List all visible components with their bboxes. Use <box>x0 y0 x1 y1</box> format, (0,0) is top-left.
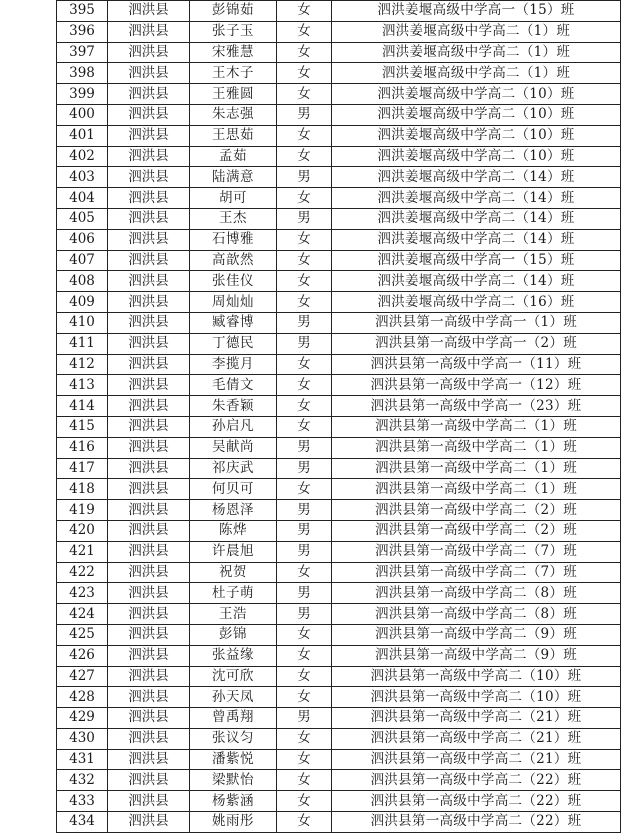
student-name: 王思茹 <box>190 125 277 146</box>
table-row <box>57 687 621 708</box>
table-row <box>57 791 621 812</box>
gender-cell: 男 <box>277 520 332 541</box>
student-name: 梁默怡 <box>190 770 277 791</box>
county-cell: 泗洪县 <box>108 479 190 500</box>
row-number: 423 <box>57 583 108 604</box>
student-name: 杨恩泽 <box>190 500 277 521</box>
table-row <box>57 583 621 604</box>
student-name: 王浩 <box>190 604 277 625</box>
gender-cell: 女 <box>277 271 332 292</box>
county-cell: 泗洪县 <box>108 770 190 791</box>
school-class-cell: 泗洪县第一高级中学高一（1）班 <box>332 312 621 333</box>
table-row <box>57 770 621 791</box>
row-number: 403 <box>57 167 108 188</box>
gender-cell: 女 <box>277 125 332 146</box>
row-number: 415 <box>57 416 108 437</box>
county-cell: 泗洪县 <box>108 104 190 125</box>
row-number: 411 <box>57 333 108 354</box>
student-name: 王雅圆 <box>190 84 277 105</box>
county-cell: 泗洪县 <box>108 604 190 625</box>
county-cell: 泗洪县 <box>108 437 190 458</box>
row-number: 433 <box>57 791 108 812</box>
row-number: 430 <box>57 728 108 749</box>
row-number: 421 <box>57 541 108 562</box>
school-class-cell: 泗洪县第一高级中学高二（2）班 <box>332 520 621 541</box>
row-number: 407 <box>57 250 108 271</box>
row-number: 427 <box>57 666 108 687</box>
county-cell: 泗洪县 <box>108 541 190 562</box>
county-cell: 泗洪县 <box>108 583 190 604</box>
county-cell: 泗洪县 <box>108 21 190 42</box>
gender-cell: 女 <box>277 1 332 22</box>
gender-cell: 男 <box>277 208 332 229</box>
table-row <box>57 333 621 354</box>
gender-cell: 男 <box>277 708 332 729</box>
school-class-cell: 泗洪姜堰高级中学高一（15）班 <box>332 1 621 22</box>
table-row <box>57 479 621 500</box>
row-number: 398 <box>57 63 108 84</box>
school-class-cell: 泗洪姜堰高级中学高二（1）班 <box>332 42 621 63</box>
row-number: 434 <box>57 812 108 833</box>
table-row <box>57 728 621 749</box>
student-name: 彭锦茹 <box>190 1 277 22</box>
gender-cell: 男 <box>277 437 332 458</box>
school-class-cell: 泗洪县第一高级中学高二（21）班 <box>332 749 621 770</box>
table-row <box>57 416 621 437</box>
student-name: 石博雅 <box>190 229 277 250</box>
row-number: 429 <box>57 708 108 729</box>
student-name: 周灿灿 <box>190 292 277 313</box>
student-name: 孙天凤 <box>190 687 277 708</box>
table-row <box>57 271 621 292</box>
gender-cell: 男 <box>277 541 332 562</box>
student-name: 孙启凡 <box>190 416 277 437</box>
school-class-cell: 泗洪县第一高级中学高二（22）班 <box>332 812 621 833</box>
gender-cell: 女 <box>277 396 332 417</box>
row-number: 404 <box>57 188 108 209</box>
table-row <box>57 63 621 84</box>
student-name: 潘紫悦 <box>190 749 277 770</box>
table-row <box>57 437 621 458</box>
row-number: 420 <box>57 520 108 541</box>
county-cell: 泗洪县 <box>108 416 190 437</box>
county-cell: 泗洪县 <box>108 208 190 229</box>
gender-cell: 男 <box>277 333 332 354</box>
student-name: 宋雅慧 <box>190 42 277 63</box>
row-number: 426 <box>57 645 108 666</box>
school-class-cell: 泗洪姜堰高级中学高二（14）班 <box>332 188 621 209</box>
row-number: 431 <box>57 749 108 770</box>
row-number: 428 <box>57 687 108 708</box>
row-number: 432 <box>57 770 108 791</box>
student-name: 高歆然 <box>190 250 277 271</box>
gender-cell: 女 <box>277 666 332 687</box>
school-class-cell: 泗洪县第一高级中学高二（10）班 <box>332 666 621 687</box>
gender-cell: 女 <box>277 645 332 666</box>
row-number: 409 <box>57 292 108 313</box>
row-number: 399 <box>57 84 108 105</box>
table-row <box>57 749 621 770</box>
school-class-cell: 泗洪县第一高级中学高二（10）班 <box>332 687 621 708</box>
student-name: 彭锦 <box>190 624 277 645</box>
student-name: 陆满意 <box>190 167 277 188</box>
school-class-cell: 泗洪县第一高级中学高二（1）班 <box>332 437 621 458</box>
table-row <box>57 84 621 105</box>
gender-cell: 女 <box>277 42 332 63</box>
table-row <box>57 458 621 479</box>
county-cell: 泗洪县 <box>108 146 190 167</box>
gender-cell: 女 <box>277 812 332 833</box>
student-list-table <box>56 0 621 833</box>
county-cell: 泗洪县 <box>108 624 190 645</box>
school-class-cell: 泗洪县第一高级中学高二（1）班 <box>332 416 621 437</box>
row-number: 401 <box>57 125 108 146</box>
school-class-cell: 泗洪县第一高级中学高二（22）班 <box>332 791 621 812</box>
county-cell: 泗洪县 <box>108 458 190 479</box>
school-class-cell: 泗洪县第一高级中学高一（12）班 <box>332 375 621 396</box>
county-cell: 泗洪县 <box>108 520 190 541</box>
school-class-cell: 泗洪姜堰高级中学高二（14）班 <box>332 229 621 250</box>
row-number: 422 <box>57 562 108 583</box>
table-row <box>57 208 621 229</box>
school-class-cell: 泗洪县第一高级中学高二（1）班 <box>332 458 621 479</box>
student-name: 朱香颖 <box>190 396 277 417</box>
table-row <box>57 666 621 687</box>
gender-cell: 女 <box>277 562 332 583</box>
gender-cell: 男 <box>277 604 332 625</box>
gender-cell: 女 <box>277 21 332 42</box>
county-cell: 泗洪县 <box>108 728 190 749</box>
county-cell: 泗洪县 <box>108 375 190 396</box>
table-row <box>57 541 621 562</box>
gender-cell: 男 <box>277 500 332 521</box>
school-class-cell: 泗洪县第一高级中学高二（7）班 <box>332 562 621 583</box>
student-name: 许晨旭 <box>190 541 277 562</box>
student-name: 毛倩文 <box>190 375 277 396</box>
school-class-cell: 泗洪县第一高级中学高二（1）班 <box>332 479 621 500</box>
county-cell: 泗洪县 <box>108 1 190 22</box>
gender-cell: 女 <box>277 229 332 250</box>
school-class-cell: 泗洪县第一高级中学高一（2）班 <box>332 333 621 354</box>
row-number: 424 <box>57 604 108 625</box>
school-class-cell: 泗洪县第一高级中学高二（2）班 <box>332 500 621 521</box>
gender-cell: 女 <box>277 687 332 708</box>
county-cell: 泗洪县 <box>108 791 190 812</box>
school-class-cell: 泗洪姜堰高级中学高二（1）班 <box>332 21 621 42</box>
school-class-cell: 泗洪姜堰高级中学高二（10）班 <box>332 104 621 125</box>
row-number: 410 <box>57 312 108 333</box>
county-cell: 泗洪县 <box>108 666 190 687</box>
row-number: 405 <box>57 208 108 229</box>
school-class-cell: 泗洪县第一高级中学高二（9）班 <box>332 645 621 666</box>
school-class-cell: 泗洪县第一高级中学高二（21）班 <box>332 728 621 749</box>
school-class-cell: 泗洪姜堰高级中学高二（10）班 <box>332 84 621 105</box>
table-row <box>57 604 621 625</box>
gender-cell: 女 <box>277 292 332 313</box>
county-cell: 泗洪县 <box>108 292 190 313</box>
student-name: 王杰 <box>190 208 277 229</box>
gender-cell: 女 <box>277 354 332 375</box>
student-name: 胡可 <box>190 188 277 209</box>
school-class-cell: 泗洪县第一高级中学高一（23）班 <box>332 396 621 417</box>
school-class-cell: 泗洪县第一高级中学高二（8）班 <box>332 604 621 625</box>
table-row <box>57 375 621 396</box>
county-cell: 泗洪县 <box>108 63 190 84</box>
school-class-cell: 泗洪姜堰高级中学高二（10）班 <box>332 125 621 146</box>
gender-cell: 女 <box>277 416 332 437</box>
county-cell: 泗洪县 <box>108 125 190 146</box>
row-number: 402 <box>57 146 108 167</box>
school-class-cell: 泗洪姜堰高级中学高二（14）班 <box>332 167 621 188</box>
row-number: 408 <box>57 271 108 292</box>
row-number: 413 <box>57 375 108 396</box>
student-name: 曾禹翔 <box>190 708 277 729</box>
county-cell: 泗洪县 <box>108 562 190 583</box>
gender-cell: 女 <box>277 749 332 770</box>
gender-cell: 女 <box>277 63 332 84</box>
student-name: 李揽月 <box>190 354 277 375</box>
county-cell: 泗洪县 <box>108 687 190 708</box>
table-row <box>57 42 621 63</box>
student-name: 朱志强 <box>190 104 277 125</box>
row-number: 414 <box>57 396 108 417</box>
student-name: 吴献尚 <box>190 437 277 458</box>
gender-cell: 男 <box>277 104 332 125</box>
school-class-cell: 泗洪姜堰高级中学高二（16）班 <box>332 292 621 313</box>
table-row <box>57 146 621 167</box>
school-class-cell: 泗洪县第一高级中学高二（21）班 <box>332 708 621 729</box>
county-cell: 泗洪县 <box>108 84 190 105</box>
table-row <box>57 708 621 729</box>
row-number: 412 <box>57 354 108 375</box>
school-class-cell: 泗洪姜堰高级中学高二（14）班 <box>332 208 621 229</box>
table-row <box>57 520 621 541</box>
county-cell: 泗洪县 <box>108 708 190 729</box>
student-name: 臧睿博 <box>190 312 277 333</box>
school-class-cell: 泗洪姜堰高级中学高二（10）班 <box>332 146 621 167</box>
gender-cell: 女 <box>277 770 332 791</box>
student-name: 姚雨彤 <box>190 812 277 833</box>
row-number: 400 <box>57 104 108 125</box>
school-class-cell: 泗洪县第一高级中学高二（9）班 <box>332 624 621 645</box>
table-body <box>57 1 621 833</box>
row-number: 425 <box>57 624 108 645</box>
row-number: 397 <box>57 42 108 63</box>
student-name: 祝贺 <box>190 562 277 583</box>
row-number: 395 <box>57 1 108 22</box>
gender-cell: 女 <box>277 624 332 645</box>
table-row <box>57 396 621 417</box>
gender-cell: 男 <box>277 583 332 604</box>
student-name: 王木子 <box>190 63 277 84</box>
row-number: 418 <box>57 479 108 500</box>
row-number: 396 <box>57 21 108 42</box>
school-class-cell: 泗洪姜堰高级中学高一（15）班 <box>332 250 621 271</box>
county-cell: 泗洪县 <box>108 500 190 521</box>
row-number: 419 <box>57 500 108 521</box>
county-cell: 泗洪县 <box>108 812 190 833</box>
county-cell: 泗洪县 <box>108 333 190 354</box>
gender-cell: 女 <box>277 188 332 209</box>
county-cell: 泗洪县 <box>108 749 190 770</box>
county-cell: 泗洪县 <box>108 354 190 375</box>
student-name: 陈烨 <box>190 520 277 541</box>
table-row <box>57 562 621 583</box>
county-cell: 泗洪县 <box>108 645 190 666</box>
county-cell: 泗洪县 <box>108 188 190 209</box>
row-number: 406 <box>57 229 108 250</box>
student-name: 何贝可 <box>190 479 277 500</box>
student-name: 张议匀 <box>190 728 277 749</box>
school-class-cell: 泗洪县第一高级中学高二（22）班 <box>332 770 621 791</box>
gender-cell: 女 <box>277 146 332 167</box>
county-cell: 泗洪县 <box>108 229 190 250</box>
student-name: 杨紫涵 <box>190 791 277 812</box>
school-class-cell: 泗洪姜堰高级中学高二（14）班 <box>332 271 621 292</box>
county-cell: 泗洪县 <box>108 396 190 417</box>
student-name: 杜子萌 <box>190 583 277 604</box>
table-row <box>57 312 621 333</box>
table-row <box>57 1 621 22</box>
table-row <box>57 167 621 188</box>
gender-cell: 女 <box>277 84 332 105</box>
table-row <box>57 292 621 313</box>
student-name: 张益缘 <box>190 645 277 666</box>
student-name: 丁德民 <box>190 333 277 354</box>
table-row <box>57 354 621 375</box>
table-row <box>57 250 621 271</box>
table-row <box>57 104 621 125</box>
student-name: 张佳仪 <box>190 271 277 292</box>
row-number: 416 <box>57 437 108 458</box>
row-number: 417 <box>57 458 108 479</box>
gender-cell: 女 <box>277 479 332 500</box>
student-name: 沈可欣 <box>190 666 277 687</box>
county-cell: 泗洪县 <box>108 42 190 63</box>
county-cell: 泗洪县 <box>108 271 190 292</box>
table-row <box>57 624 621 645</box>
gender-cell: 女 <box>277 728 332 749</box>
county-cell: 泗洪县 <box>108 312 190 333</box>
table-row <box>57 500 621 521</box>
table-row <box>57 645 621 666</box>
school-class-cell: 泗洪姜堰高级中学高二（1）班 <box>332 63 621 84</box>
county-cell: 泗洪县 <box>108 250 190 271</box>
table-row <box>57 229 621 250</box>
county-cell: 泗洪县 <box>108 167 190 188</box>
school-class-cell: 泗洪县第一高级中学高二（8）班 <box>332 583 621 604</box>
table-row <box>57 125 621 146</box>
gender-cell: 男 <box>277 458 332 479</box>
gender-cell: 男 <box>277 312 332 333</box>
table-row <box>57 21 621 42</box>
gender-cell: 男 <box>277 167 332 188</box>
school-class-cell: 泗洪县第一高级中学高一（11）班 <box>332 354 621 375</box>
gender-cell: 女 <box>277 375 332 396</box>
gender-cell: 女 <box>277 250 332 271</box>
student-name: 祁庆武 <box>190 458 277 479</box>
student-name: 张子玉 <box>190 21 277 42</box>
table-row <box>57 812 621 833</box>
student-name: 孟茹 <box>190 146 277 167</box>
school-class-cell: 泗洪县第一高级中学高二（7）班 <box>332 541 621 562</box>
gender-cell: 女 <box>277 791 332 812</box>
table-row <box>57 188 621 209</box>
